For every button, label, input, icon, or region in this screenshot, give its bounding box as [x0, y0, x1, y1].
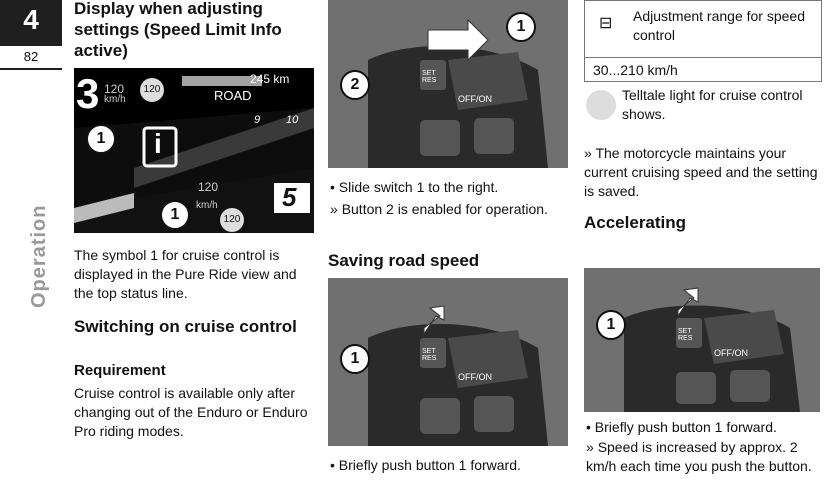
speed-top: 120 [104, 82, 125, 96]
callout-1a: 1 [86, 124, 116, 154]
unit-top: km/h [104, 94, 126, 105]
callout-1: 1 [596, 310, 626, 340]
bullet-accelerate: • Briefly push button 1 forward. [586, 419, 777, 435]
bullet-slide: • Slide switch 1 to the right. [330, 179, 499, 195]
heading-switching-on: Switching on cruise control [74, 317, 297, 336]
button-label: SET RES [422, 70, 437, 84]
handlebar-photo-3 [584, 268, 820, 412]
callout-1b: 1 [160, 200, 190, 230]
result-enabled: » Button 2 is enabled for operation. [330, 201, 548, 217]
gear-big-top: 3 [76, 70, 100, 117]
section-label: Operation [28, 204, 50, 308]
table-value: 30...210 km/h [593, 62, 678, 78]
badge-top: 120 [143, 84, 161, 95]
result-increase-text: Speed is increased by approx. 2 km/h each time you push the button. [586, 439, 812, 474]
scale-b: 10 [286, 114, 299, 126]
speed-bottom: 120 [198, 180, 219, 194]
page-number: 82 [0, 44, 62, 68]
telltale-text: Telltale light for cruise control shows. [622, 87, 803, 122]
chapter-number: 4 [23, 4, 39, 35]
callout-2: 2 [340, 70, 370, 100]
heading-accelerating: Accelerating [584, 213, 687, 232]
gauge-icon: ⊟ [599, 15, 613, 32]
handlebar-photo-1 [328, 0, 568, 168]
info-icon: i [154, 128, 162, 159]
badge-bottom: 120 [223, 214, 241, 225]
cruise-telltale-icon [586, 90, 616, 120]
requirement-text: Cruise control is available only after changing out of the Enduro or Enduro Pro riding modes. [74, 385, 308, 439]
button-label: SET RES [422, 348, 437, 362]
bullet-push-text: Briefly push button 1 forward. [338, 457, 521, 473]
switch-label: OFF/ON [714, 348, 748, 358]
callout-1: 1 [340, 344, 370, 374]
result-maintains-text: The motorcycle maintains your current cruising speed and the setting is saved. [584, 145, 818, 199]
dashboard-display-image [74, 68, 314, 233]
callout-1: 1 [506, 12, 536, 42]
requirement-label: Requirement [74, 362, 166, 379]
bullet-push: • Briefly push button 1 forward. [330, 457, 521, 473]
display-body: The symbol 1 for cruise control is displayed in the Pure Ride view and the top status line. [74, 247, 297, 301]
heading-display: Display when adjusting settings (Speed Limit Info active) [74, 0, 282, 60]
bullet-slide-text: Slide switch 1 to the right. [338, 179, 499, 195]
scale-a: 9 [254, 114, 261, 126]
unit-bottom: km/h [196, 200, 218, 211]
result-maintains: » The motorcycle maintains your current cruising speed and the setting is saved. [584, 145, 818, 199]
table-label: Adjustment range for speed control [633, 8, 805, 43]
result-increase: » Speed is increased by approx. 2 km/h each time you push the button. [586, 439, 812, 474]
heading-saving: Saving road speed [328, 251, 480, 270]
switch-label: OFF/ON [458, 94, 492, 104]
handlebar-photo-2 [328, 278, 568, 446]
chapter-tab [0, 0, 62, 70]
range-value: 245 km [250, 72, 290, 86]
mode-label: ROAD [214, 88, 252, 103]
switch-label: OFF/ON [458, 372, 492, 382]
result-enabled-text: Button 2 is enabled for operation. [341, 201, 548, 217]
button-label: SET RES [678, 328, 693, 342]
bullet-accelerate-text: Briefly push button 1 forward. [594, 419, 777, 435]
sidebar [0, 70, 62, 492]
gear-right: 5 [282, 182, 297, 212]
adjustment-range-table [584, 0, 822, 82]
